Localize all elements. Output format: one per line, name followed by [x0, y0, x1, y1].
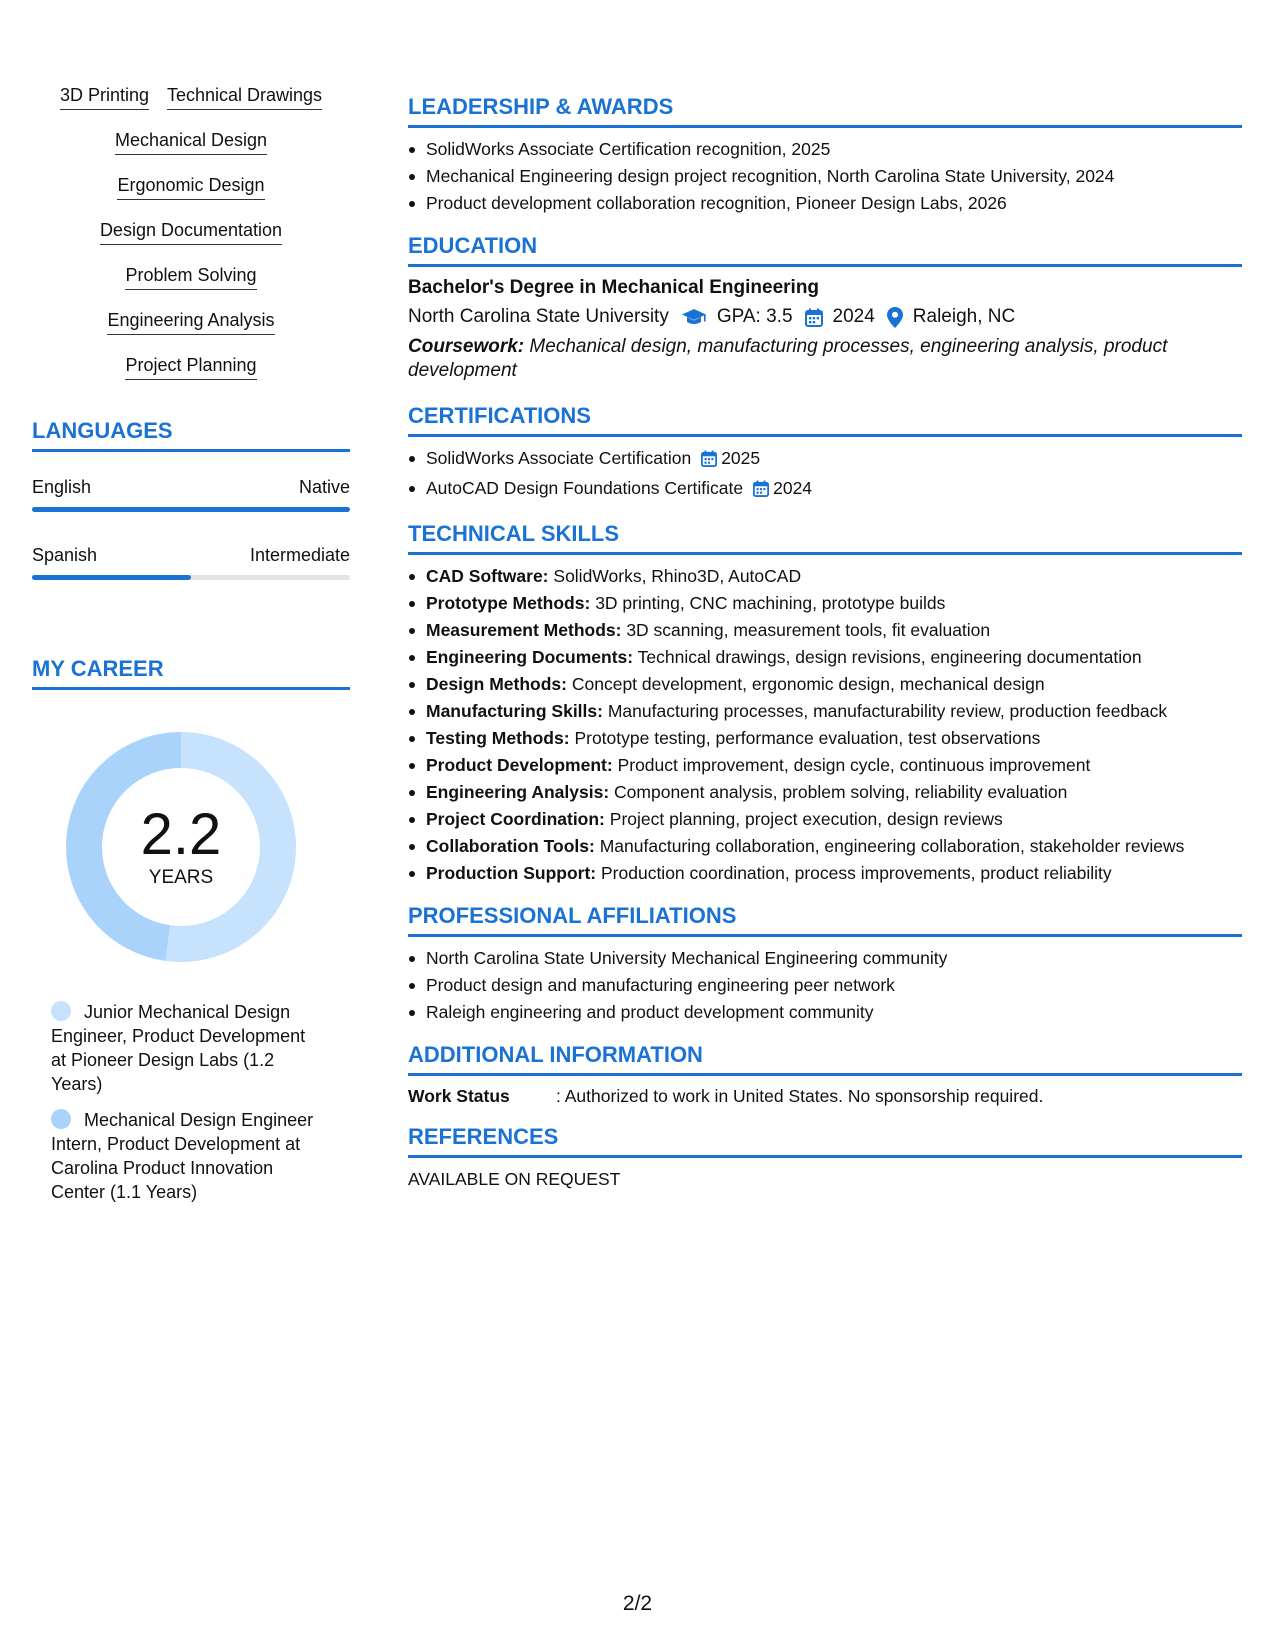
education-title: EDUCATION — [408, 233, 1242, 267]
list-item: Product development collaboration recognition, Pioneer Design Labs, 2026 — [408, 190, 1242, 217]
list-item — [408, 445, 1242, 475]
skill-text: Prototype testing, performance evaluation, test observations — [574, 728, 1041, 748]
affiliations-section — [408, 903, 1242, 1026]
list-item — [408, 833, 1242, 860]
list-item — [408, 752, 1242, 779]
language-bar-fill — [32, 575, 191, 580]
gpa: GPA: 3.5 — [716, 306, 793, 327]
career-legend-dot — [51, 1109, 71, 1129]
list-item: Mechanical Engineering design project recognition, North Carolina State University, 2024 — [408, 163, 1242, 190]
references-title: REFERENCES — [408, 1124, 1242, 1158]
additional-info-section — [408, 1042, 1242, 1108]
skill-text: 3D scanning, measurement tools, fit evaluation — [626, 620, 991, 640]
list-item — [408, 698, 1242, 725]
skill-text: Component analysis, problem solving, reliability evaluation — [614, 782, 1068, 802]
education-meta — [408, 304, 1242, 330]
skill-label: Design Methods: — [426, 674, 567, 694]
skill-label: Engineering Analysis: — [426, 782, 610, 802]
skill-label: Testing Methods: — [426, 728, 570, 748]
work-status-label: Work Status — [408, 1086, 510, 1106]
list-item: SolidWorks Associate Certification recognition, 2025 — [408, 136, 1242, 163]
career-title: MY CAREER — [32, 656, 350, 690]
language-item — [32, 476, 350, 512]
certifications-title: CERTIFICATIONS — [408, 403, 1242, 437]
technical-skills-list — [408, 563, 1242, 887]
skill-label: Project Coordination: — [426, 809, 605, 829]
skill-tag: Technical Drawings — [167, 84, 322, 110]
school-name: North Carolina State University — [408, 306, 669, 327]
skill-label: Product Development: — [426, 755, 613, 775]
languages-section — [32, 418, 350, 580]
career-total-unit: YEARS — [148, 867, 214, 888]
certification-name: AutoCAD Design Foundations Certificate — [426, 478, 744, 498]
skill-tag: Problem Solving — [125, 264, 256, 290]
skill-text: 3D printing, CNC machining, prototype builds — [595, 593, 946, 613]
skill-tag: Mechanical Design — [115, 129, 267, 155]
language-item — [32, 544, 350, 580]
language-level: Native — [298, 477, 350, 497]
list-item — [408, 779, 1242, 806]
list-item: Raleigh engineering and product development community — [408, 999, 1242, 1026]
skill-row — [32, 264, 350, 290]
language-bar — [32, 575, 350, 580]
career-legend-label: Junior Mechanical Design Engineer, Product Development at Pioneer Design Labs (1.2 Years) — [51, 1002, 306, 1094]
career-legend — [32, 1000, 322, 1204]
education-location: Raleigh, NC — [912, 306, 1016, 327]
certification-year: 2025 — [721, 448, 761, 468]
coursework-text: Mechanical design, manufacturing processes, engineering analysis, product development — [408, 336, 1168, 381]
list-item — [408, 617, 1242, 644]
graduation-year: 2024 — [832, 306, 875, 327]
list-item — [408, 644, 1242, 671]
list-item — [408, 806, 1242, 833]
skill-label: Manufacturing Skills: — [426, 701, 603, 721]
skill-text: SolidWorks, Rhino3D, AutoCAD — [553, 566, 802, 586]
skill-text: Manufacturing processes, manufacturability review, production feedback — [607, 701, 1168, 721]
technical-skills-title: TECHNICAL SKILLS — [408, 521, 1242, 555]
leadership-section — [408, 94, 1242, 217]
career-total-value: 2.2 — [140, 802, 222, 867]
work-status-row — [408, 1084, 1242, 1108]
skill-text: Manufacturing collaboration, engineering collaboration, stakeholder reviews — [599, 836, 1185, 856]
languages-title: LANGUAGES — [32, 418, 350, 452]
coursework-label: Coursework: — [408, 336, 525, 357]
skill-row — [32, 219, 350, 245]
work-status-value: : Authorized to work in United States. No sponsorship required. — [556, 1086, 1044, 1106]
calendar-icon — [701, 448, 717, 475]
skill-tag: Project Planning — [125, 354, 256, 380]
page-number: 2/2 — [622, 1592, 653, 1615]
certifications-list — [408, 445, 1242, 505]
location-pin-icon — [887, 307, 903, 328]
skill-label: Prototype Methods: — [426, 593, 591, 613]
list-item — [408, 725, 1242, 752]
skill-tag: Design Documentation — [100, 219, 282, 245]
skill-label: Production Support: — [426, 863, 597, 883]
skill-label: CAD Software: — [426, 566, 549, 586]
skills-tags — [32, 84, 350, 380]
career-section — [32, 656, 350, 1204]
technical-skills-section — [408, 521, 1242, 887]
skill-text: Production coordination, process improvements, product reliability — [601, 863, 1112, 883]
leadership-title: LEADERSHIP & AWARDS — [408, 94, 1242, 128]
career-legend-item — [51, 1108, 322, 1204]
skill-text: Project planning, project execution, design reviews — [609, 809, 1003, 829]
skill-row — [32, 84, 350, 110]
references-section — [408, 1124, 1242, 1191]
skill-row — [32, 309, 350, 335]
certification-name: SolidWorks Associate Certification — [426, 448, 692, 468]
skill-text: Product improvement, design cycle, continuous improvement — [617, 755, 1091, 775]
language-name: Spanish — [32, 545, 98, 565]
education-section — [408, 233, 1242, 383]
skill-tag: 3D Printing — [60, 84, 149, 110]
list-item — [408, 563, 1242, 590]
affiliations-title: PROFESSIONAL AFFILIATIONS — [408, 903, 1242, 937]
skill-row — [32, 129, 350, 155]
skill-label: Engineering Documents: — [426, 647, 634, 667]
career-legend-item — [51, 1000, 322, 1096]
career-legend-label: Mechanical Design Engineer Intern, Product Development at Carolina Product Innovation Center (1.1 Years) — [51, 1110, 314, 1202]
list-item — [408, 475, 1242, 505]
skill-row — [32, 174, 350, 200]
graduation-cap-icon — [681, 308, 707, 326]
skill-text: Concept development, ergonomic design, mechanical design — [571, 674, 1045, 694]
additional-info-title: ADDITIONAL INFORMATION — [408, 1042, 1242, 1076]
list-item — [408, 671, 1242, 698]
skill-tag: Engineering Analysis — [107, 309, 274, 335]
certification-year: 2024 — [773, 478, 813, 498]
skill-label: Collaboration Tools: — [426, 836, 595, 856]
coursework — [408, 335, 1242, 383]
references-text: AVAILABLE ON REQUEST — [408, 1169, 621, 1189]
affiliations-list — [408, 945, 1242, 1026]
language-level: Intermediate — [249, 545, 350, 565]
calendar-icon — [805, 308, 823, 327]
list-item — [408, 590, 1242, 617]
language-name: English — [32, 477, 92, 497]
skill-tag: Ergonomic Design — [117, 174, 264, 200]
list-item: Product design and manufacturing engineering peer network — [408, 972, 1242, 999]
leadership-list — [408, 136, 1242, 217]
list-item — [408, 860, 1242, 887]
language-bar — [32, 507, 350, 512]
degree-title: Bachelor's Degree in Mechanical Engineering — [408, 277, 820, 298]
career-donut — [66, 732, 296, 962]
language-bar-fill — [32, 507, 350, 512]
career-legend-dot — [51, 1001, 71, 1021]
skill-text: Technical drawings, design revisions, engineering documentation — [637, 647, 1142, 667]
list-item: North Carolina State University Mechanical Engineering community — [408, 945, 1242, 972]
skill-label: Measurement Methods: — [426, 620, 622, 640]
certifications-section — [408, 403, 1242, 505]
left-column — [32, 84, 350, 1216]
skill-row — [32, 354, 350, 380]
right-column — [408, 94, 1242, 1191]
calendar-icon — [753, 478, 769, 505]
